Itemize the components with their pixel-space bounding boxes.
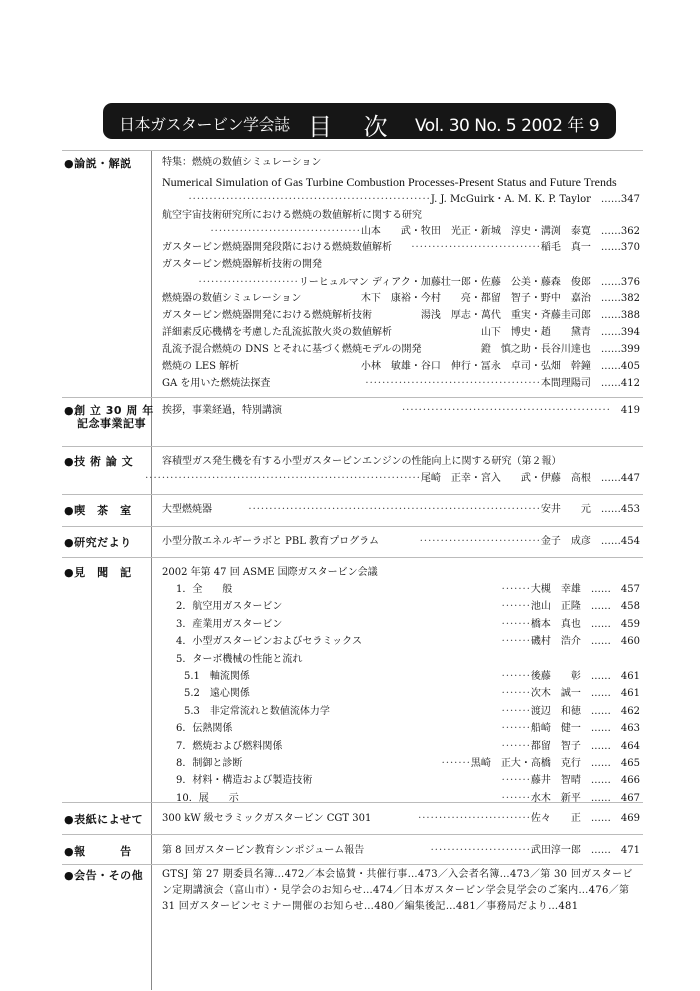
divider <box>62 864 643 865</box>
kenbun-item-title[interactable]: 10．展 示 <box>176 793 239 804</box>
kenbun-item-title[interactable]: 9．材料・構造および製造技術 <box>176 775 313 786</box>
toc-entry-title[interactable]: 詳細素反応機構を考慮した乱流拡散火炎の数値解析 <box>162 327 392 338</box>
kenbun-item-title[interactable]: 2．航空用ガスタービン <box>176 601 283 612</box>
toc-entry-title[interactable]: 挨拶，事業経過，特別講演 <box>162 405 282 416</box>
kenbun-item-title[interactable]: 3．産業用ガスタービン <box>176 619 283 630</box>
divider <box>62 526 643 527</box>
kenbun-item-author: ·······次木 誠一 …… 461 <box>501 688 640 699</box>
toc-entry-author: 山下 博史・趙 黛青 ……394 <box>480 327 640 338</box>
section-label-hokoku: ●報 告 <box>64 845 132 858</box>
toc-entry-title[interactable]: 燃焼器の数値シミュレーション <box>162 293 302 304</box>
conference-title[interactable]: 2002 年第 47 回 ASME 国際ガスタービン会議 <box>162 567 378 578</box>
kenbun-item-title[interactable]: 8．制御と診断 <box>176 758 243 769</box>
section-label-kenkyu: ●研究だより <box>64 536 132 549</box>
toc-entry-title[interactable]: 航空宇宙技術研究所における燃焼の数値解析に関する研究 <box>162 210 422 221</box>
toc-entry-author: ························武田淳一郎 …… 471 <box>430 845 640 856</box>
kenbun-item-author: ·······大槻 幸雄 …… 457 <box>501 584 640 595</box>
toc-entry-title[interactable]: 容積型ガス発生機を有する小型ガスタービンエンジンの性能向上に関する研究（第２報） <box>162 456 562 467</box>
toc-entry-author: ····································山本 武・牧田 光正・新城 淳史・溝渕 泰寛 ……362 <box>210 226 640 237</box>
toc-entry-author: ··········································本間理陽司 ……412 <box>365 378 640 389</box>
section-label-kenbun: ●見 聞 記 <box>64 566 132 579</box>
kenbun-item-title[interactable]: 5.2 遠心関係 <box>184 688 250 699</box>
section-label-kissa: ●喫 茶 室 <box>64 504 132 517</box>
divider <box>62 802 643 803</box>
issue-info: Vol. 30 No. 5 2002 年 9 月 <box>415 116 600 161</box>
toc-entry-author: ··························································J. J. McGuirk・A. M. K. P. Taylor ……347 <box>188 194 640 205</box>
section-label-kaikoku: ●会告・その他 <box>64 869 144 882</box>
toc-entry-author: 小林 敏雄・谷口 伸行・冨永 卓司・弘畑 幹鐘 ……405 <box>360 361 640 372</box>
divider <box>62 446 643 447</box>
feature-title[interactable]: 特集：燃焼の数値シミュレーション <box>162 157 322 168</box>
kenbun-item-title[interactable]: 5．ターボ機械の性能と流れ <box>176 654 303 665</box>
journal-name: 日本ガスタービン学会誌 <box>119 115 290 134</box>
toc-entry-author: ··································································尾崎 正幸・宮入 武・伊藤 高根 ……447 <box>145 473 640 484</box>
toc-entry-author: ···························佐々 正 …… 469 <box>418 813 640 824</box>
kenbun-item-title[interactable]: 7．燃焼および燃料関係 <box>176 741 283 752</box>
toc-entry-title[interactable]: 乱流予混合燃焼の DNS とそれに基づく燃焼モデルの開発 <box>162 344 422 355</box>
toc-entry-author: ······································································安井 元 ……453 <box>248 504 640 515</box>
kenbun-item-title[interactable]: 5.1 軸流関係 <box>184 671 250 682</box>
toc-entry-title[interactable]: ガスタービン燃焼器開発段階における燃焼数値解析 <box>162 242 392 253</box>
toc-entry-title[interactable]: 燃焼の LES 解析 <box>162 361 240 372</box>
section-label-hyoshi: ●表紙によせて <box>64 813 144 826</box>
kenbun-item-author: ·······藤井 智晴 …… 466 <box>501 775 640 786</box>
feature-en-title[interactable]: Numerical Simulation of Gas Turbine Combustion Processes-Present Status and Future Trends <box>162 175 617 189</box>
kenbun-item-author: ·······橋本 真也 …… 459 <box>501 619 640 630</box>
toc-entry-author: 木下 康裕・今村 亮・都留 智子・野中 嘉治 ……382 <box>360 293 640 304</box>
toc-entry-title[interactable]: ガスタービン燃焼器解析技術の開発 <box>162 259 322 270</box>
section-label-gijutsu: ●技 術 論 文 <box>64 455 134 468</box>
toc-entry-title[interactable]: ガスタービン燃焼器開発における燃焼解析技術 <box>162 310 372 321</box>
toc-entry-author: 鐙 慎之助・長谷川達也 ……399 <box>480 344 640 355</box>
toc-entry-author: ························リーヒュルマン ディアク・加藤壮一郎・佐藤 公美・藤森 俊郎 ……376 <box>198 277 640 288</box>
kenbun-item-title[interactable]: 6．伝熱関係 <box>176 723 233 734</box>
toc-title: 目 次 <box>308 113 400 141</box>
toc-entry-title[interactable]: GA を用いた燃焼法探査 <box>162 378 271 389</box>
toc-entry-page: ·················································· 419 <box>401 405 640 416</box>
divider <box>62 494 643 495</box>
kenbun-item-title[interactable]: 4．小型ガスタービンおよびセラミックス <box>176 636 363 647</box>
divider <box>62 397 643 398</box>
toc-header <box>103 103 616 161</box>
kenbun-item-author: ·······池山 正隆 …… 458 <box>501 601 640 612</box>
toc-entry-title[interactable]: 第 8 回ガスタービン教育シンポジューム報告 <box>162 845 365 856</box>
toc-entry-title[interactable]: 大型燃焼器 <box>162 504 212 515</box>
toc-entry-title[interactable]: 小型分散エネルギーラボと PBL 教育プログラム <box>162 536 379 547</box>
toc-entry-author: ·····························金子 成彦 ……454 <box>419 536 640 547</box>
divider <box>62 557 643 558</box>
divider <box>62 834 643 835</box>
toc-entry-author: 湯浅 厚志・萬代 重実・斉藤圭司郎 ……388 <box>420 310 640 321</box>
kenbun-item-author: ·······渡辺 和徳 …… 462 <box>501 706 640 717</box>
kenbun-item-title[interactable]: 5.3 非定常流れと数値流体力学 <box>184 706 330 717</box>
divider <box>62 150 643 151</box>
kenbun-item-author: ·······都留 智子 …… 464 <box>501 741 640 752</box>
section-label-ronsetsu: ●論説・解説 <box>64 157 132 170</box>
kenbun-item-author: ·······黒崎 正大・高橋 克行 …… 465 <box>441 758 640 769</box>
toc-entry-author: ·······························稲毛 真一 ……370 <box>411 242 640 253</box>
kenbun-item-author: ·······磯村 浩介 …… 460 <box>501 636 640 647</box>
toc-entry-title[interactable]: 300 kW 級セラミックガスタービン CGT 301 <box>162 813 372 824</box>
kenbun-item-title[interactable]: 1．全 般 <box>176 584 233 595</box>
kenbun-item-author: ·······水木 新平 …… 467 <box>501 793 640 804</box>
kenbun-item-author: ·······船崎 健一 …… 463 <box>501 723 640 734</box>
notices-text[interactable]: GTSJ 第 27 期委員名簿…472／本会協賛・共催行事…473／入会者名簿…473／第 30 回ガスタービン定期講演会（富山市）・見学会のお知らせ…474／日本ガスタービン学会見学会のご案内…476／第 31 回ガスタービンセミナー開催のお知らせ…480／編集後記…481／事務局だより…481 <box>162 869 633 912</box>
section-label-soritsu: ●創 立 30 周 年 記念事業記事 <box>64 404 154 430</box>
kenbun-item-author: ·······後藤 彰 …… 461 <box>501 671 640 682</box>
